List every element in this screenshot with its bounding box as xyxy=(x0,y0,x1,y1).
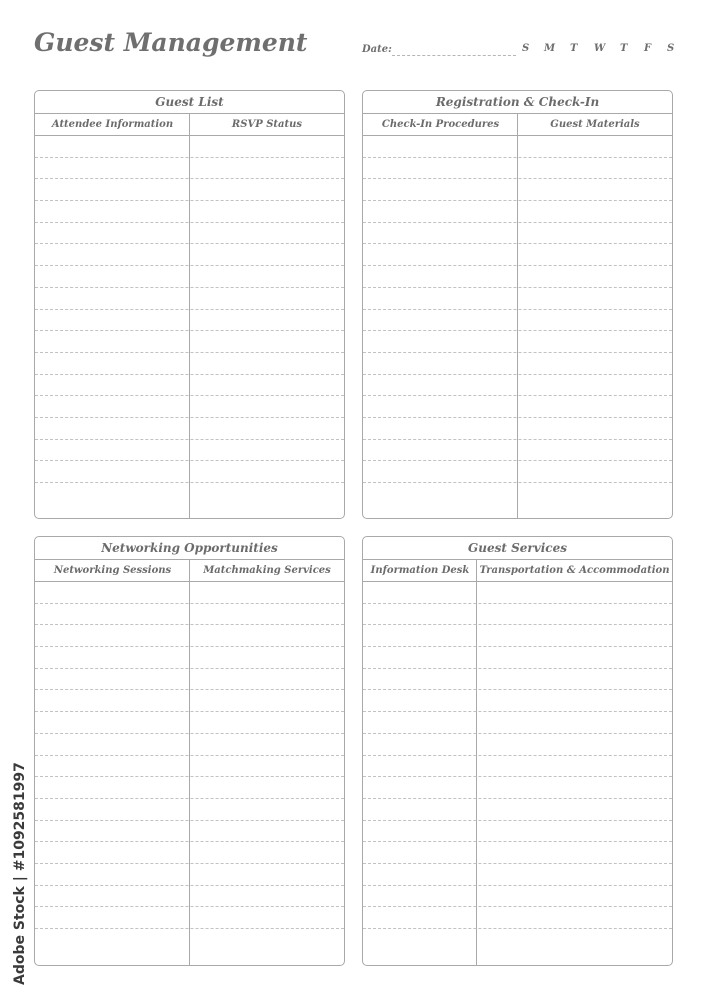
day-friday[interactable]: F xyxy=(644,43,652,54)
ruled-line[interactable] xyxy=(35,266,344,288)
ruled-line[interactable] xyxy=(363,582,672,604)
column-header: Information Desk xyxy=(370,565,470,576)
ruled-line[interactable] xyxy=(363,266,672,288)
ruled-line[interactable] xyxy=(35,625,344,647)
ruled-line[interactable] xyxy=(35,244,344,266)
ruled-line[interactable] xyxy=(35,864,344,886)
panel-title: Guest List xyxy=(35,91,344,114)
ruled-line[interactable] xyxy=(35,418,344,440)
ruled-line[interactable] xyxy=(35,929,344,951)
ruled-line[interactable] xyxy=(35,396,344,418)
ruled-line[interactable] xyxy=(363,136,672,158)
networking-opportunities-panel xyxy=(34,536,345,966)
column-header: Transportation & Accommodation xyxy=(479,565,670,576)
ruled-line[interactable] xyxy=(35,734,344,756)
panel-title: Networking Opportunities xyxy=(35,537,344,560)
ruled-line[interactable] xyxy=(363,353,672,375)
ruled-line[interactable] xyxy=(363,461,672,483)
ruled-line[interactable] xyxy=(363,331,672,353)
ruled-line[interactable] xyxy=(363,310,672,332)
ruled-line[interactable] xyxy=(35,886,344,908)
ruled-line[interactable] xyxy=(363,756,672,778)
column-header: Attendee Information xyxy=(51,119,174,130)
ruled-line[interactable] xyxy=(363,288,672,310)
day-saturday[interactable]: S xyxy=(667,43,675,54)
ruled-line[interactable] xyxy=(363,799,672,821)
ruled-line[interactable] xyxy=(363,396,672,418)
ruled-line[interactable] xyxy=(35,136,344,158)
ruled-line[interactable] xyxy=(35,604,344,626)
ruled-line[interactable] xyxy=(363,440,672,462)
ruled-rows[interactable] xyxy=(35,582,344,965)
column-header: Networking Sessions xyxy=(53,565,172,576)
ruled-line[interactable] xyxy=(363,244,672,266)
ruled-line[interactable] xyxy=(35,842,344,864)
ruled-line[interactable] xyxy=(35,158,344,180)
ruled-line[interactable] xyxy=(35,582,344,604)
ruled-line[interactable] xyxy=(35,201,344,223)
ruled-rows[interactable] xyxy=(35,136,344,518)
day-tuesday[interactable]: T xyxy=(570,43,578,54)
ruled-line[interactable] xyxy=(363,690,672,712)
ruled-line[interactable] xyxy=(363,712,672,734)
ruled-line[interactable] xyxy=(35,799,344,821)
ruled-line[interactable] xyxy=(363,777,672,799)
ruled-line[interactable] xyxy=(35,756,344,778)
ruled-line[interactable] xyxy=(35,288,344,310)
ruled-line[interactable] xyxy=(363,647,672,669)
ruled-line[interactable] xyxy=(363,821,672,843)
day-wednesday[interactable]: W xyxy=(594,43,606,54)
day-sunday[interactable]: S xyxy=(522,43,530,54)
ruled-line[interactable] xyxy=(363,625,672,647)
guest-services-panel xyxy=(362,536,673,966)
panel-title: Registration & Check-In xyxy=(363,91,672,114)
guest-list-panel xyxy=(34,90,345,519)
ruled-line[interactable] xyxy=(35,907,344,929)
ruled-line[interactable] xyxy=(363,604,672,626)
ruled-line[interactable] xyxy=(363,179,672,201)
ruled-line[interactable] xyxy=(35,179,344,201)
ruled-line[interactable] xyxy=(35,483,344,505)
ruled-line[interactable] xyxy=(363,842,672,864)
ruled-line[interactable] xyxy=(35,310,344,332)
ruled-line[interactable] xyxy=(35,712,344,734)
page-title: Guest Management xyxy=(34,28,308,57)
ruled-line[interactable] xyxy=(35,821,344,843)
panel-title: Guest Services xyxy=(363,537,672,560)
ruled-line[interactable] xyxy=(363,669,672,691)
ruled-line[interactable] xyxy=(35,353,344,375)
stock-watermark: Adobe Stock | #1092581997 xyxy=(12,762,28,985)
column-header: Matchmaking Services xyxy=(203,565,331,576)
ruled-line[interactable] xyxy=(363,886,672,908)
date-field-line[interactable] xyxy=(392,55,516,56)
ruled-line[interactable] xyxy=(363,864,672,886)
date-label: Date: xyxy=(362,44,392,55)
ruled-line[interactable] xyxy=(363,158,672,180)
ruled-rows[interactable] xyxy=(363,582,672,965)
day-thursday[interactable]: T xyxy=(620,43,628,54)
ruled-line[interactable] xyxy=(363,907,672,929)
ruled-line[interactable] xyxy=(35,223,344,245)
ruled-line[interactable] xyxy=(363,223,672,245)
weekday-selector xyxy=(518,43,678,57)
ruled-line[interactable] xyxy=(35,461,344,483)
ruled-line[interactable] xyxy=(363,201,672,223)
ruled-line[interactable] xyxy=(35,777,344,799)
ruled-line[interactable] xyxy=(363,375,672,397)
ruled-rows[interactable] xyxy=(363,136,672,518)
ruled-line[interactable] xyxy=(363,929,672,951)
ruled-line[interactable] xyxy=(35,440,344,462)
day-monday[interactable]: M xyxy=(544,43,556,54)
ruled-line[interactable] xyxy=(35,647,344,669)
ruled-line[interactable] xyxy=(35,331,344,353)
ruled-line[interactable] xyxy=(363,483,672,505)
column-header: RSVP Status xyxy=(231,119,303,130)
ruled-line[interactable] xyxy=(363,734,672,756)
registration-checkin-panel xyxy=(362,90,673,519)
column-header: Guest Materials xyxy=(550,119,640,130)
column-header: Check-In Procedures xyxy=(381,119,500,130)
ruled-line[interactable] xyxy=(35,375,344,397)
ruled-line[interactable] xyxy=(35,669,344,691)
ruled-line[interactable] xyxy=(363,418,672,440)
ruled-line[interactable] xyxy=(35,690,344,712)
